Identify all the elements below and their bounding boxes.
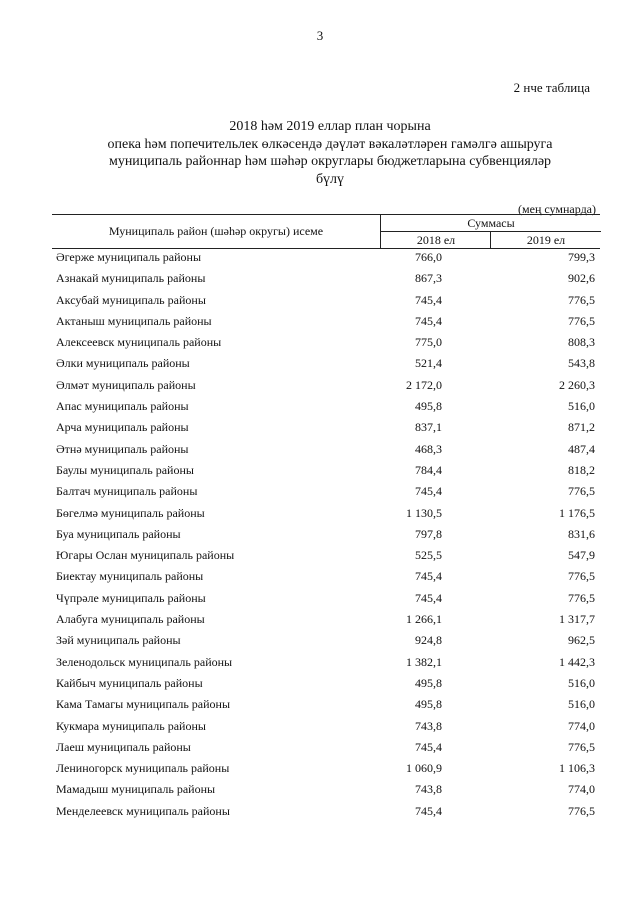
value-2019: 776,5 xyxy=(568,569,595,584)
district-name: Менделеевск муниципаль районы xyxy=(56,803,230,818)
table-label: 2 нче таблица xyxy=(513,80,590,95)
district-name: Апас муниципаль районы xyxy=(56,399,189,414)
value-2018: 1 382,1 xyxy=(406,654,442,669)
value-2018: 1 130,5 xyxy=(406,505,442,520)
district-name: Чүпрәле муниципаль районы xyxy=(56,590,206,605)
title-line: бүлү xyxy=(315,171,345,187)
value-2019: 487,4 xyxy=(568,441,595,456)
value-2019: 776,5 xyxy=(568,803,595,818)
district-name: Биектау муниципаль районы xyxy=(56,569,204,584)
district-name: Баулы муниципаль районы xyxy=(56,462,194,477)
value-2018: 745,4 xyxy=(415,739,442,754)
title-line: муниципаль районнар һәм шәһәр округлары бюджетларына субвенцияләр xyxy=(108,154,552,169)
district-name: Югары Ослан муниципаль районы xyxy=(56,548,235,563)
table-row xyxy=(52,396,600,417)
table-row xyxy=(52,588,600,609)
district-name: Кама Тамагы муниципаль районы xyxy=(56,697,231,712)
document-title xyxy=(80,118,580,188)
value-2018: 867,3 xyxy=(415,271,442,286)
district-name: Зеленодольск муниципаль районы xyxy=(56,654,233,669)
table-row xyxy=(52,545,600,566)
value-2019: 799,3 xyxy=(568,250,595,264)
value-2018: 745,4 xyxy=(415,313,442,328)
table-row xyxy=(52,737,600,758)
district-name: Актаныш муниципаль районы xyxy=(56,313,212,328)
table-row xyxy=(52,524,600,545)
table-row xyxy=(52,779,600,800)
value-2019: 1 317,7 xyxy=(559,612,595,627)
value-2018: 1 266,1 xyxy=(406,612,442,627)
value-2019: 516,0 xyxy=(568,697,595,712)
district-name: Буа муниципаль районы xyxy=(56,526,181,541)
district-name: Лениногорск муниципаль районы xyxy=(56,761,230,776)
value-2019: 1 176,5 xyxy=(559,505,595,520)
value-2019: 902,6 xyxy=(568,271,595,286)
district-name: Әгерже муниципаль районы xyxy=(56,250,202,264)
table-row xyxy=(52,247,600,268)
district-name: Әлмәт муниципаль районы xyxy=(56,377,196,392)
table-row xyxy=(52,353,600,374)
table-row xyxy=(52,481,600,502)
value-2018: 743,8 xyxy=(415,782,442,797)
header-year-2019: 2019 ел xyxy=(490,232,601,248)
table-row xyxy=(52,758,600,779)
value-2018: 797,8 xyxy=(415,526,442,541)
district-name: Бөгелмә муниципаль районы xyxy=(56,505,205,520)
value-2019: 962,5 xyxy=(568,633,595,648)
value-2018: 495,8 xyxy=(415,697,442,712)
value-2019: 776,5 xyxy=(568,590,595,605)
value-2018: 745,4 xyxy=(415,803,442,818)
district-name: Әтнә муниципаль районы xyxy=(56,441,189,456)
value-2018: 745,4 xyxy=(415,590,442,605)
table-row xyxy=(52,332,600,353)
value-2018: 525,5 xyxy=(415,548,442,563)
value-2019: 776,5 xyxy=(568,484,595,499)
value-2018: 495,8 xyxy=(415,399,442,414)
value-2019: 516,0 xyxy=(568,399,595,414)
value-2018: 468,3 xyxy=(415,441,442,456)
district-name: Лаеш муниципаль районы xyxy=(56,739,191,754)
table-row xyxy=(52,566,600,587)
value-2019: 2 260,3 xyxy=(559,377,595,392)
district-name: Кукмара муниципаль районы xyxy=(56,718,206,733)
value-2019: 774,0 xyxy=(568,782,595,797)
title-line: опека һәм попечительлек өлкәсендә дәүләт вәкаләтләрен гамәлгә ашыруга xyxy=(107,136,553,152)
value-2018: 1 060,9 xyxy=(406,761,442,776)
value-2019: 1 442,3 xyxy=(559,654,595,669)
unit-note: (мең сумнарда) xyxy=(518,202,596,216)
table-row xyxy=(52,630,600,651)
value-2019: 818,2 xyxy=(568,462,595,477)
table-row xyxy=(52,460,600,481)
value-2019: 808,3 xyxy=(568,335,595,350)
district-name: Мамадыш муниципаль районы xyxy=(56,782,216,797)
district-name: Зәй муниципаль районы xyxy=(56,633,181,648)
value-2019: 547,9 xyxy=(568,548,595,563)
value-2018: 743,8 xyxy=(415,718,442,733)
district-name: Азнакай муниципаль районы xyxy=(56,271,206,286)
table-row xyxy=(52,268,600,289)
table-row xyxy=(52,609,600,630)
table-row xyxy=(52,375,600,396)
table-body xyxy=(52,247,600,822)
value-2018: 745,4 xyxy=(415,484,442,499)
table-row xyxy=(52,801,600,822)
value-2019: 1 106,3 xyxy=(559,761,595,776)
value-2018: 745,4 xyxy=(415,292,442,307)
district-name: Алексеевск муниципаль районы xyxy=(56,335,222,350)
district-name: Алабуга муниципаль районы xyxy=(56,612,205,627)
table-row xyxy=(52,311,600,332)
value-2018: 766,0 xyxy=(415,250,442,264)
value-2018: 521,4 xyxy=(415,356,442,371)
table-row xyxy=(52,417,600,438)
header-name-column: Муниципаль район (шәһәр округы) исеме xyxy=(108,224,324,238)
district-name: Балтач муниципаль районы xyxy=(56,484,198,499)
table-row xyxy=(52,673,600,694)
value-2018: 775,0 xyxy=(415,335,442,350)
value-2018: 2 172,0 xyxy=(406,377,442,392)
table-row xyxy=(52,290,600,311)
value-2019: 871,2 xyxy=(568,420,595,435)
value-2019: 516,0 xyxy=(568,675,595,690)
table-row xyxy=(52,716,600,737)
value-2018: 924,8 xyxy=(415,633,442,648)
table-row xyxy=(52,694,600,715)
district-name: Аксубай муниципаль районы xyxy=(56,292,206,307)
value-2019: 776,5 xyxy=(568,739,595,754)
header-sum-column: Суммасы xyxy=(380,215,601,232)
value-2018: 784,4 xyxy=(415,462,442,477)
table-row xyxy=(52,503,600,524)
district-name: Әлки муниципаль районы xyxy=(56,356,190,371)
table-header xyxy=(52,214,600,249)
value-2019: 776,5 xyxy=(568,292,595,307)
value-2019: 831,6 xyxy=(568,526,595,541)
district-name: Кайбыч муниципаль районы xyxy=(56,675,203,690)
page-number: 3 xyxy=(316,28,324,43)
value-2018: 745,4 xyxy=(415,569,442,584)
value-2018: 495,8 xyxy=(415,675,442,690)
title-line: 2018 һәм 2019 еллар план чорына xyxy=(229,119,431,134)
value-2019: 774,0 xyxy=(568,718,595,733)
table-row xyxy=(52,439,600,460)
table-row xyxy=(52,652,600,673)
value-2019: 776,5 xyxy=(568,313,595,328)
value-2019: 543,8 xyxy=(568,356,595,371)
value-2018: 837,1 xyxy=(415,420,442,435)
district-name: Арча муниципаль районы xyxy=(56,420,189,435)
header-year-2018: 2018 ел xyxy=(380,232,491,248)
